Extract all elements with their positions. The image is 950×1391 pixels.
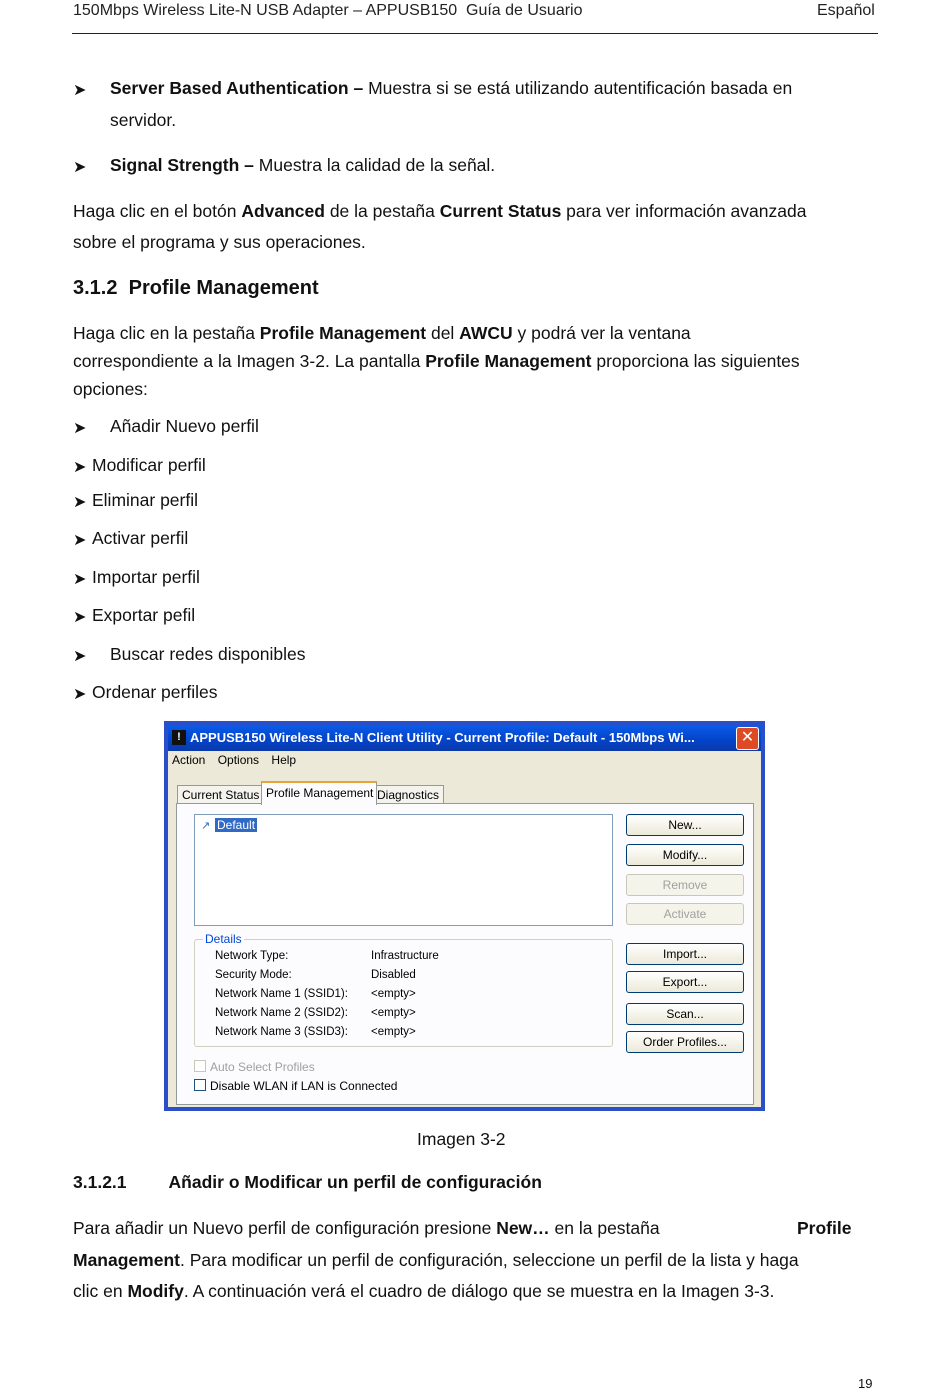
checkbox-label: Auto Select Profiles	[210, 1060, 315, 1074]
window-title: APPUSB150 Wireless Lite-N Client Utility - Current Profile: Default - 150Mbps Wi...	[190, 730, 695, 745]
text: Haga clic en el botón	[73, 201, 242, 221]
checkbox-label: Disable WLAN if LAN is Connected	[210, 1079, 398, 1093]
para-add-line3	[73, 1276, 774, 1307]
arrow-bullet-icon: ➤	[73, 532, 87, 549]
text: correspondiente a la Imagen 3-2. La pantalla	[73, 351, 426, 371]
auto-select-profiles-checkbox[interactable]	[194, 1060, 315, 1074]
tab-current-status[interactable]: Current Status	[177, 785, 263, 804]
arrow-bullet-icon: ➤	[73, 609, 87, 626]
detail-value: Infrastructure	[371, 950, 439, 962]
menu-action[interactable]: Action	[172, 753, 206, 767]
arrow-bullet-icon: ➤	[73, 82, 87, 99]
title-bar	[168, 725, 761, 751]
bullet-signal-strength	[110, 150, 495, 181]
text: clic en	[73, 1281, 128, 1301]
option-item: Activar perfil	[92, 528, 189, 548]
section-number: 3.1.2	[73, 277, 118, 299]
text: del	[426, 323, 460, 343]
bold-text: Profile	[797, 1218, 852, 1238]
header-product: 150Mbps Wireless Lite-N USB Adapter – APPUSB150	[73, 2, 458, 19]
menu-options[interactable]: Options	[217, 753, 260, 767]
profile-list-item[interactable]	[201, 818, 257, 832]
arrow-bullet-icon: ➤	[73, 686, 87, 703]
section-heading	[73, 277, 319, 300]
close-icon[interactable]: ✕	[736, 727, 759, 750]
para-profile-line3: opciones:	[73, 379, 148, 399]
subsection-heading	[73, 1172, 542, 1193]
arrow-bullet-icon: ➤	[73, 571, 87, 588]
detail-label: Network Type:	[215, 950, 289, 962]
text: en la pestaña	[549, 1218, 660, 1238]
detail-label: Network Name 2 (SSID2):	[215, 1007, 348, 1019]
bold-text: Profile Management	[425, 351, 592, 371]
option-item: Importar perfil	[92, 567, 200, 587]
bold-text: Profile Management	[259, 323, 427, 343]
option-item: Exportar pefil	[92, 605, 196, 625]
tab-diagnostics[interactable]: Diagnostics	[372, 785, 444, 804]
text: . Para modificar un perfil de configuración, seleccione un perfil de la lista y haga	[179, 1250, 799, 1270]
client-utility-window	[164, 721, 765, 1111]
import-button[interactable]: Import...	[626, 943, 744, 965]
arrow-bullet-icon: ➤	[73, 159, 87, 176]
detail-label: Network Name 1 (SSID1):	[215, 988, 348, 1000]
tab-profile-management[interactable]: Profile Management	[261, 781, 377, 805]
profile-name: Default	[217, 818, 256, 832]
activate-button[interactable]: Activate	[626, 903, 744, 925]
para-add-line2	[73, 1245, 799, 1276]
disable-wlan-checkbox[interactable]	[194, 1079, 397, 1093]
para-advanced-line2: sobre el programa y sus operaciones.	[73, 232, 366, 252]
checkbox-box	[194, 1060, 206, 1072]
detail-value: <empty>	[371, 1026, 416, 1038]
remove-button[interactable]: Remove	[626, 874, 744, 896]
para-add-line1	[73, 1213, 660, 1244]
new-button[interactable]: New...	[626, 814, 744, 836]
bold-text: Management	[73, 1250, 180, 1270]
para-profile-line1	[73, 318, 691, 349]
bold-text: Modify	[127, 1281, 184, 1301]
figure-caption: Imagen 3-2	[417, 1129, 506, 1149]
export-button[interactable]: Export...	[626, 971, 744, 993]
bullet-server-auth	[110, 73, 856, 104]
text: . A continuación verá el cuadro de diálogo que se muestra en la Imagen 3-3.	[183, 1281, 775, 1301]
bold-text: New…	[496, 1218, 550, 1238]
modify-button[interactable]: Modify...	[626, 844, 744, 866]
para-advanced-line1	[73, 196, 806, 227]
text: de la pestaña	[324, 201, 440, 221]
page-number: 19	[858, 1376, 873, 1391]
bold-text: Current Status	[439, 201, 562, 221]
text: Haga clic en la pestaña	[73, 323, 260, 343]
text: y podrá ver la ventana	[512, 323, 691, 343]
arrow-bullet-icon: ➤	[73, 648, 87, 665]
bullet-term: Signal Strength –	[110, 155, 254, 175]
option-item: Modificar perfil	[92, 455, 206, 475]
text: Para añadir un Nuevo perfil de configuración presione	[73, 1218, 497, 1238]
arrow-bullet-icon: ➤	[73, 459, 87, 476]
menu-help[interactable]: Help	[271, 753, 297, 767]
profile-active-icon: ↗	[201, 820, 211, 832]
detail-value: Disabled	[371, 969, 416, 981]
bullet-text: Muestra la calidad de la señal.	[258, 155, 496, 175]
bold-text: AWCU	[459, 323, 513, 343]
detail-label: Security Mode:	[215, 969, 292, 981]
option-item: Buscar redes disponibles	[110, 644, 306, 664]
arrow-bullet-icon: ➤	[73, 420, 87, 437]
para-profile-line2	[73, 346, 800, 377]
text: para ver información avanzada	[561, 201, 807, 221]
header-language: Español	[817, 2, 875, 19]
header-guide: Guía de Usuario	[466, 2, 583, 19]
bullet-term: Server Based Authentication –	[110, 78, 364, 98]
profile-list[interactable]	[194, 814, 613, 926]
option-item: Ordenar perfiles	[92, 682, 218, 702]
details-title: Details	[205, 932, 242, 946]
detail-value: <empty>	[371, 1007, 416, 1019]
option-item: Eliminar perfil	[92, 490, 198, 510]
detail-value: <empty>	[371, 988, 416, 1000]
subsection-title: Añadir o Modificar un perfil de configuración	[168, 1172, 542, 1192]
bullet-text: Muestra si se está utilizando autentificación basada en	[368, 78, 793, 98]
text: proporciona las siguientes	[591, 351, 800, 371]
bold-text: Advanced	[241, 201, 325, 221]
checkbox-box	[194, 1079, 206, 1091]
details-group	[194, 932, 613, 1047]
profile-management-panel	[176, 803, 754, 1105]
subsection-number: 3.1.2.1	[73, 1172, 127, 1192]
option-item: Añadir Nuevo perfil	[110, 416, 259, 436]
header-divider	[72, 33, 878, 34]
menu-bar	[172, 753, 305, 767]
bullet-server-auth-line2: servidor.	[110, 110, 177, 130]
arrow-bullet-icon: ➤	[73, 494, 87, 511]
app-icon: !	[172, 730, 186, 745]
order-profiles-button[interactable]: Order Profiles...	[626, 1031, 744, 1053]
section-title: Profile Management	[128, 277, 319, 299]
scan-button[interactable]: Scan...	[626, 1003, 744, 1025]
detail-label: Network Name 3 (SSID3):	[215, 1026, 348, 1038]
